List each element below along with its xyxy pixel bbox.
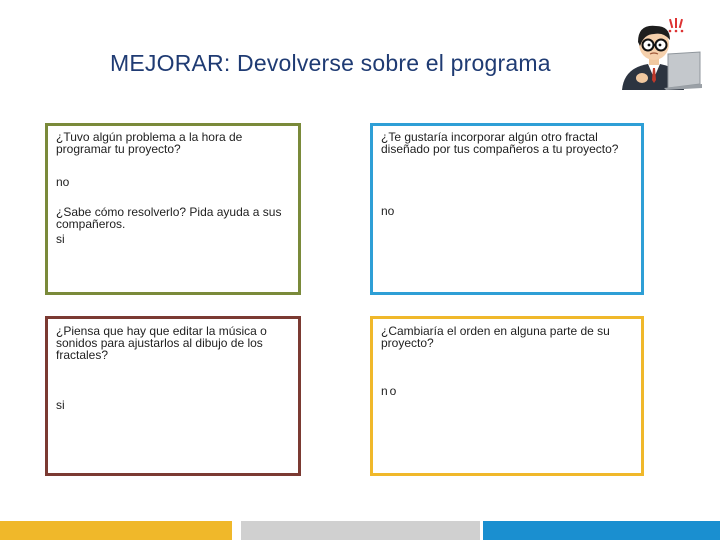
answer-change-order: no — [381, 384, 399, 398]
answer-incorporate-fractal: no — [381, 204, 395, 218]
answer-know-how-to-solve: si — [56, 232, 65, 246]
footer-bar-blue — [483, 521, 720, 540]
question-box-bottom-left — [45, 316, 301, 476]
page-title: MEJORAR: Devolverse sobre el programa — [110, 50, 551, 76]
question-change-order: ¿Cambiaría el orden en alguna parte de su proyecto? — [381, 324, 610, 350]
person-at-laptop-icon — [612, 16, 704, 90]
answer-problem-programming: no — [56, 175, 70, 189]
question-incorporate-fractal: ¿Te gustaría incorporar algún otro fractal diseñado por tus compañeros a tu proyecto? — [381, 130, 619, 156]
answer-edit-music: si — [56, 398, 65, 412]
question-box-top-right — [370, 123, 644, 295]
question-edit-music: ¿Piensa que hay que editar la música o sonidos para ajustarlos al dibujo de los fractales? — [56, 324, 267, 362]
question-box-top-left — [45, 123, 301, 295]
question-box-bottom-right — [370, 316, 644, 476]
question-problem-programming: ¿Tuvo algún problema a la hora de programar tu proyecto? — [56, 130, 243, 156]
footer-bar-yellow — [0, 521, 232, 540]
question-know-how-to-solve: ¿Sabe cómo resolverlo? Pida ayuda a sus compañeros. — [56, 205, 282, 231]
footer-bar-gray — [241, 521, 480, 540]
